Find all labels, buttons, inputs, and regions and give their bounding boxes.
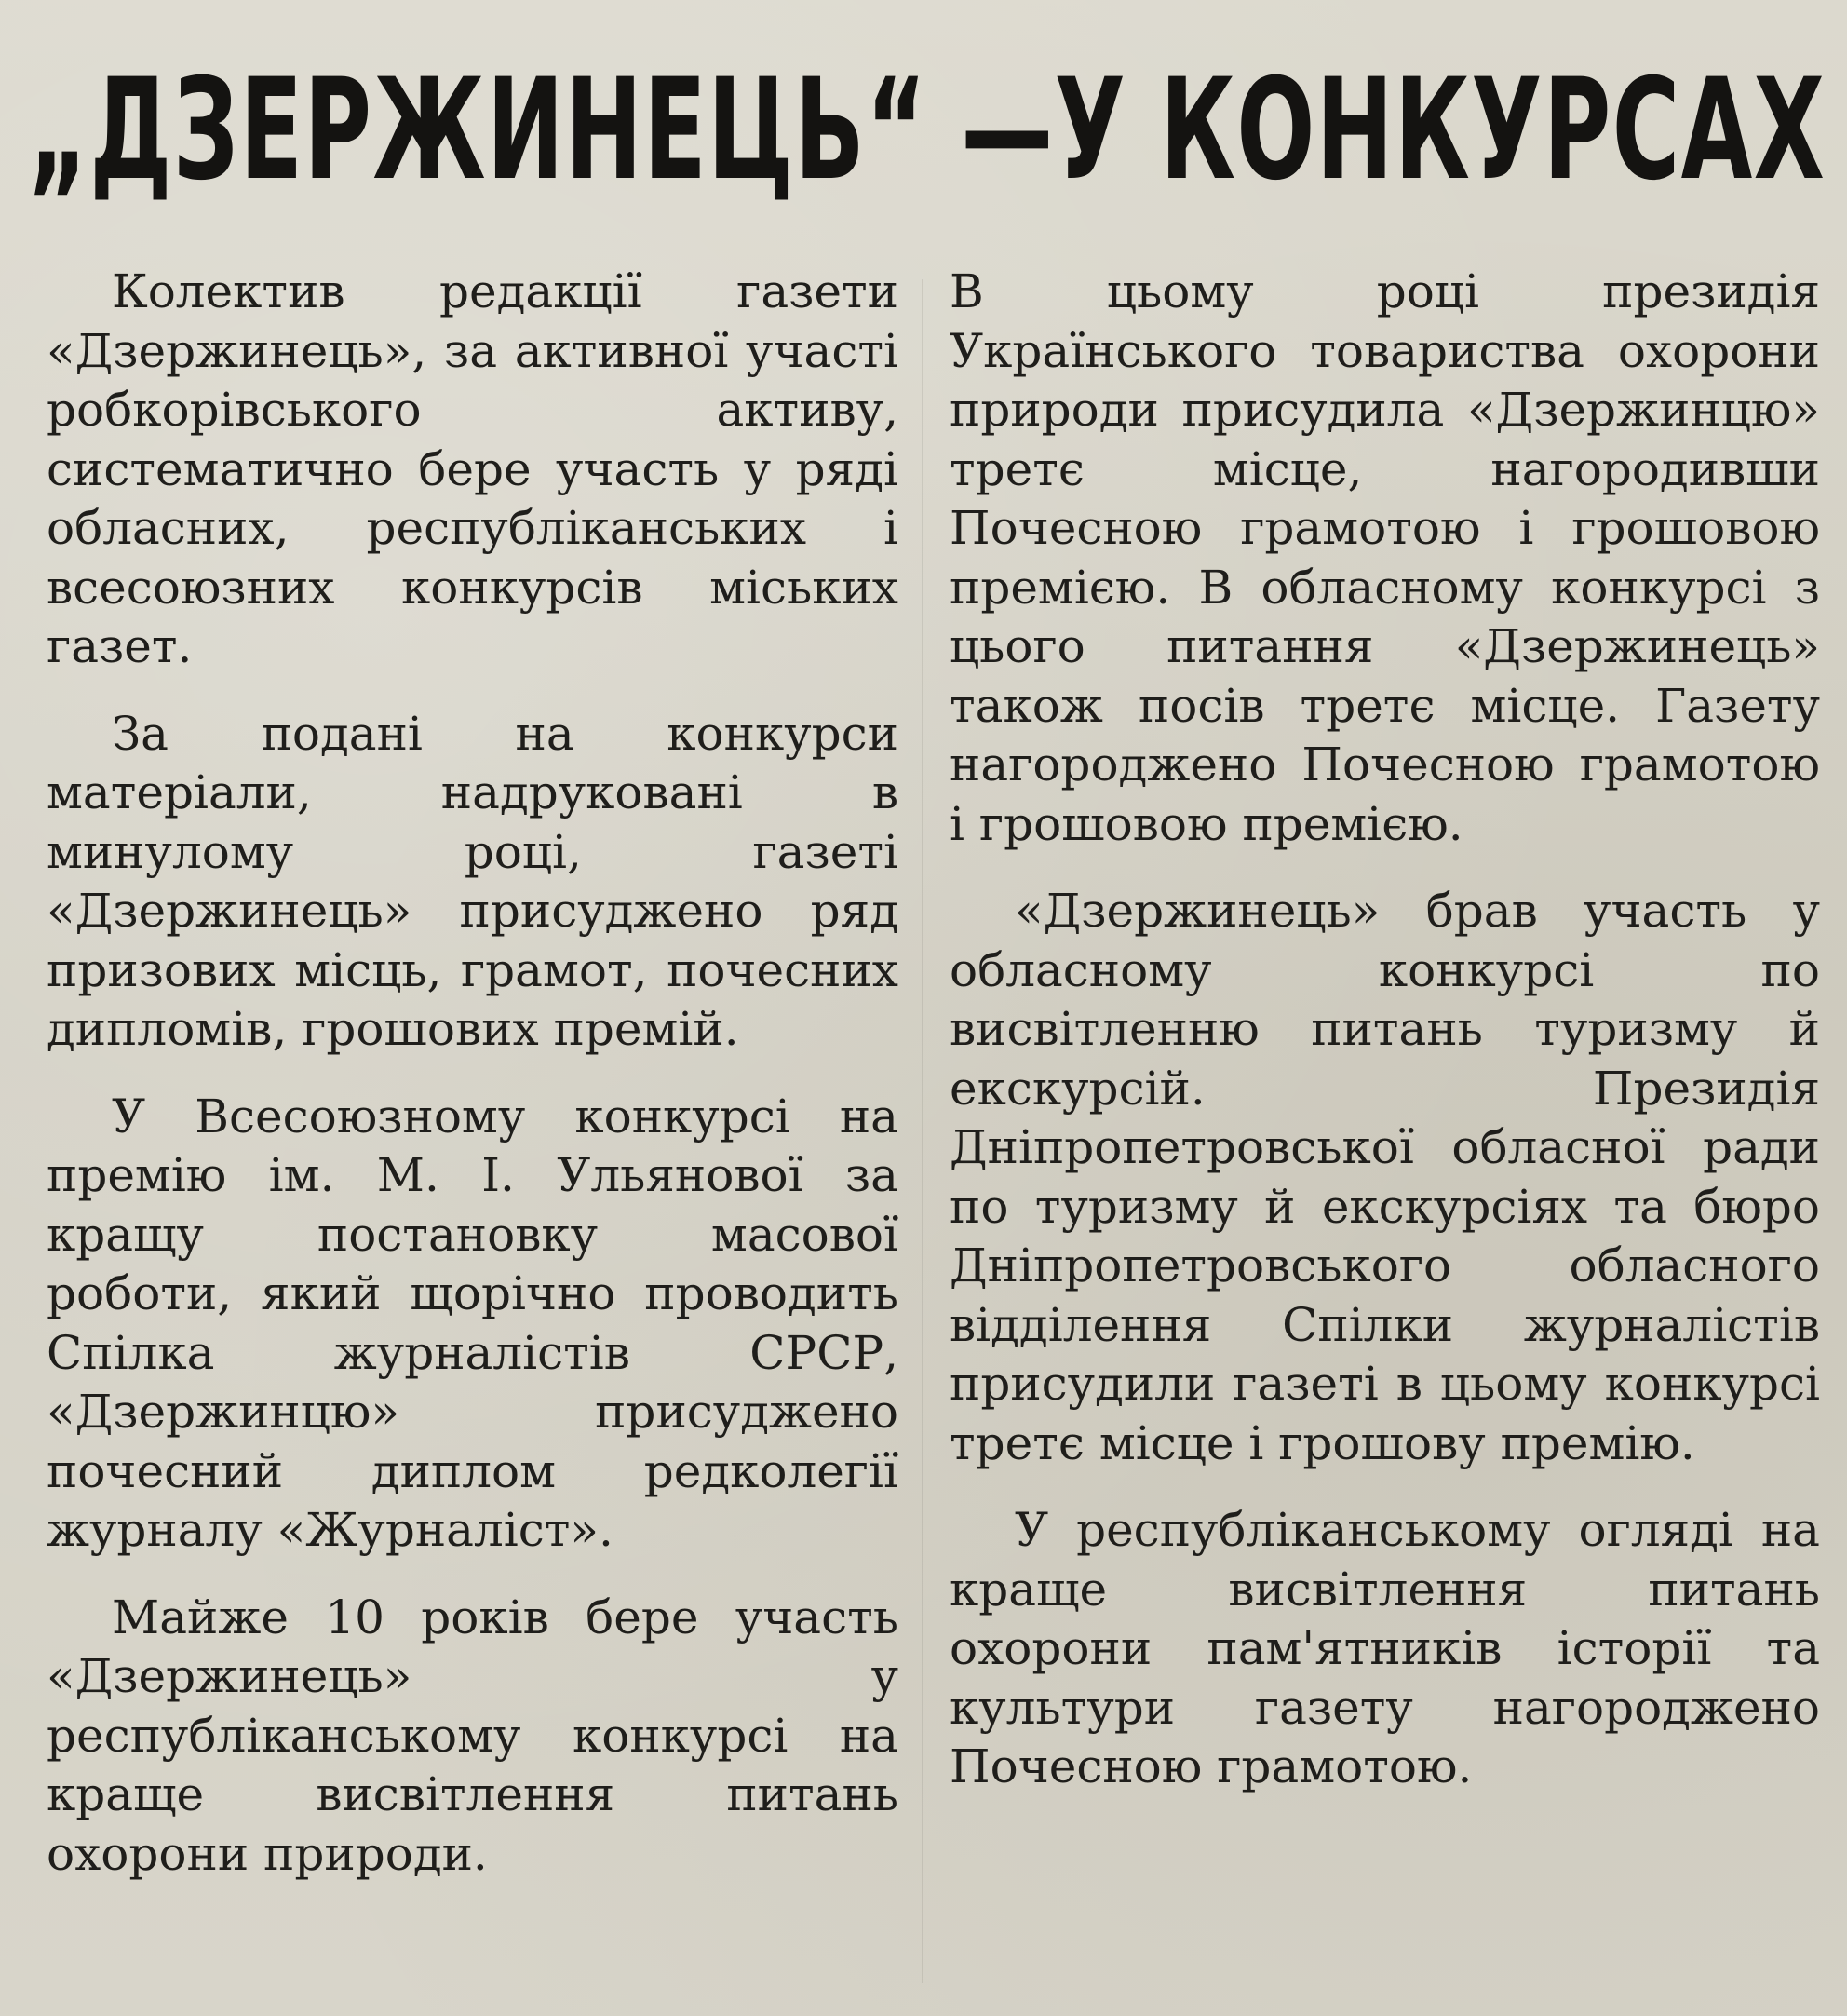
paragraph: В цьому році президія Українського товариства охорони природи присудила «Дзержинцю» третє місце, нагородивши Почесною грамотою і грошовою премією. В обласному конкурсі з цього питання «Дзержинець» також посів третє місце. Газету нагороджено Почесною грамотою і грошовою премією. bbox=[950, 264, 1820, 851]
paragraph: За подані на конкурси матеріали, надруковані в минулому році, газеті «Дзержинець» присуджено ряд призових місць, грамот, почесних дипломів, грошових премій. bbox=[47, 706, 898, 1056]
paragraph: Колектив редакції газети «Дзержинець», за активної участі робкорівського активу, систематично бере участь у ряді обласних, республіканських і всесоюзних конкурсів міських газет. bbox=[47, 264, 898, 673]
headline: „ДЗЕРЖИНЕЦЬ“ —У КОНКУРСАХ bbox=[28, 49, 1827, 211]
paragraph: У республіканському огляді на краще висвітлення питань охорони пам'ятників історії та культури газету нагороджено Почесною грамотою. bbox=[950, 1503, 1820, 1793]
column-divider bbox=[922, 279, 924, 1983]
left-column bbox=[47, 263, 898, 1899]
paragraph: Майже 10 років бере участь «Дзержинець» у республіканському конкурсі на краще висвітлення питань охорони природи. bbox=[47, 1590, 898, 1881]
paragraph: «Дзержинець» брав участь у обласному конкурсі по висвітленню питань туризму й екскурсій. Президія Дніпропетровської обласної ради по туризму й екскурсіях та бюро Дніпропетровського обласного відділення Спілки журналістів присудили газеті в цьому конкурсі третє місце і грошову премію. bbox=[950, 884, 1820, 1470]
paragraph: У Всесоюзному конкурсі на премію ім. М. І. Ульянової за кращу постановку масової роботи, який щорічно проводить Спілка журналістів СРСР, «Дзержинцю» присуджено почесний диплом редколегії журналу «Журналіст». bbox=[47, 1089, 898, 1557]
right-column bbox=[950, 263, 1820, 1812]
